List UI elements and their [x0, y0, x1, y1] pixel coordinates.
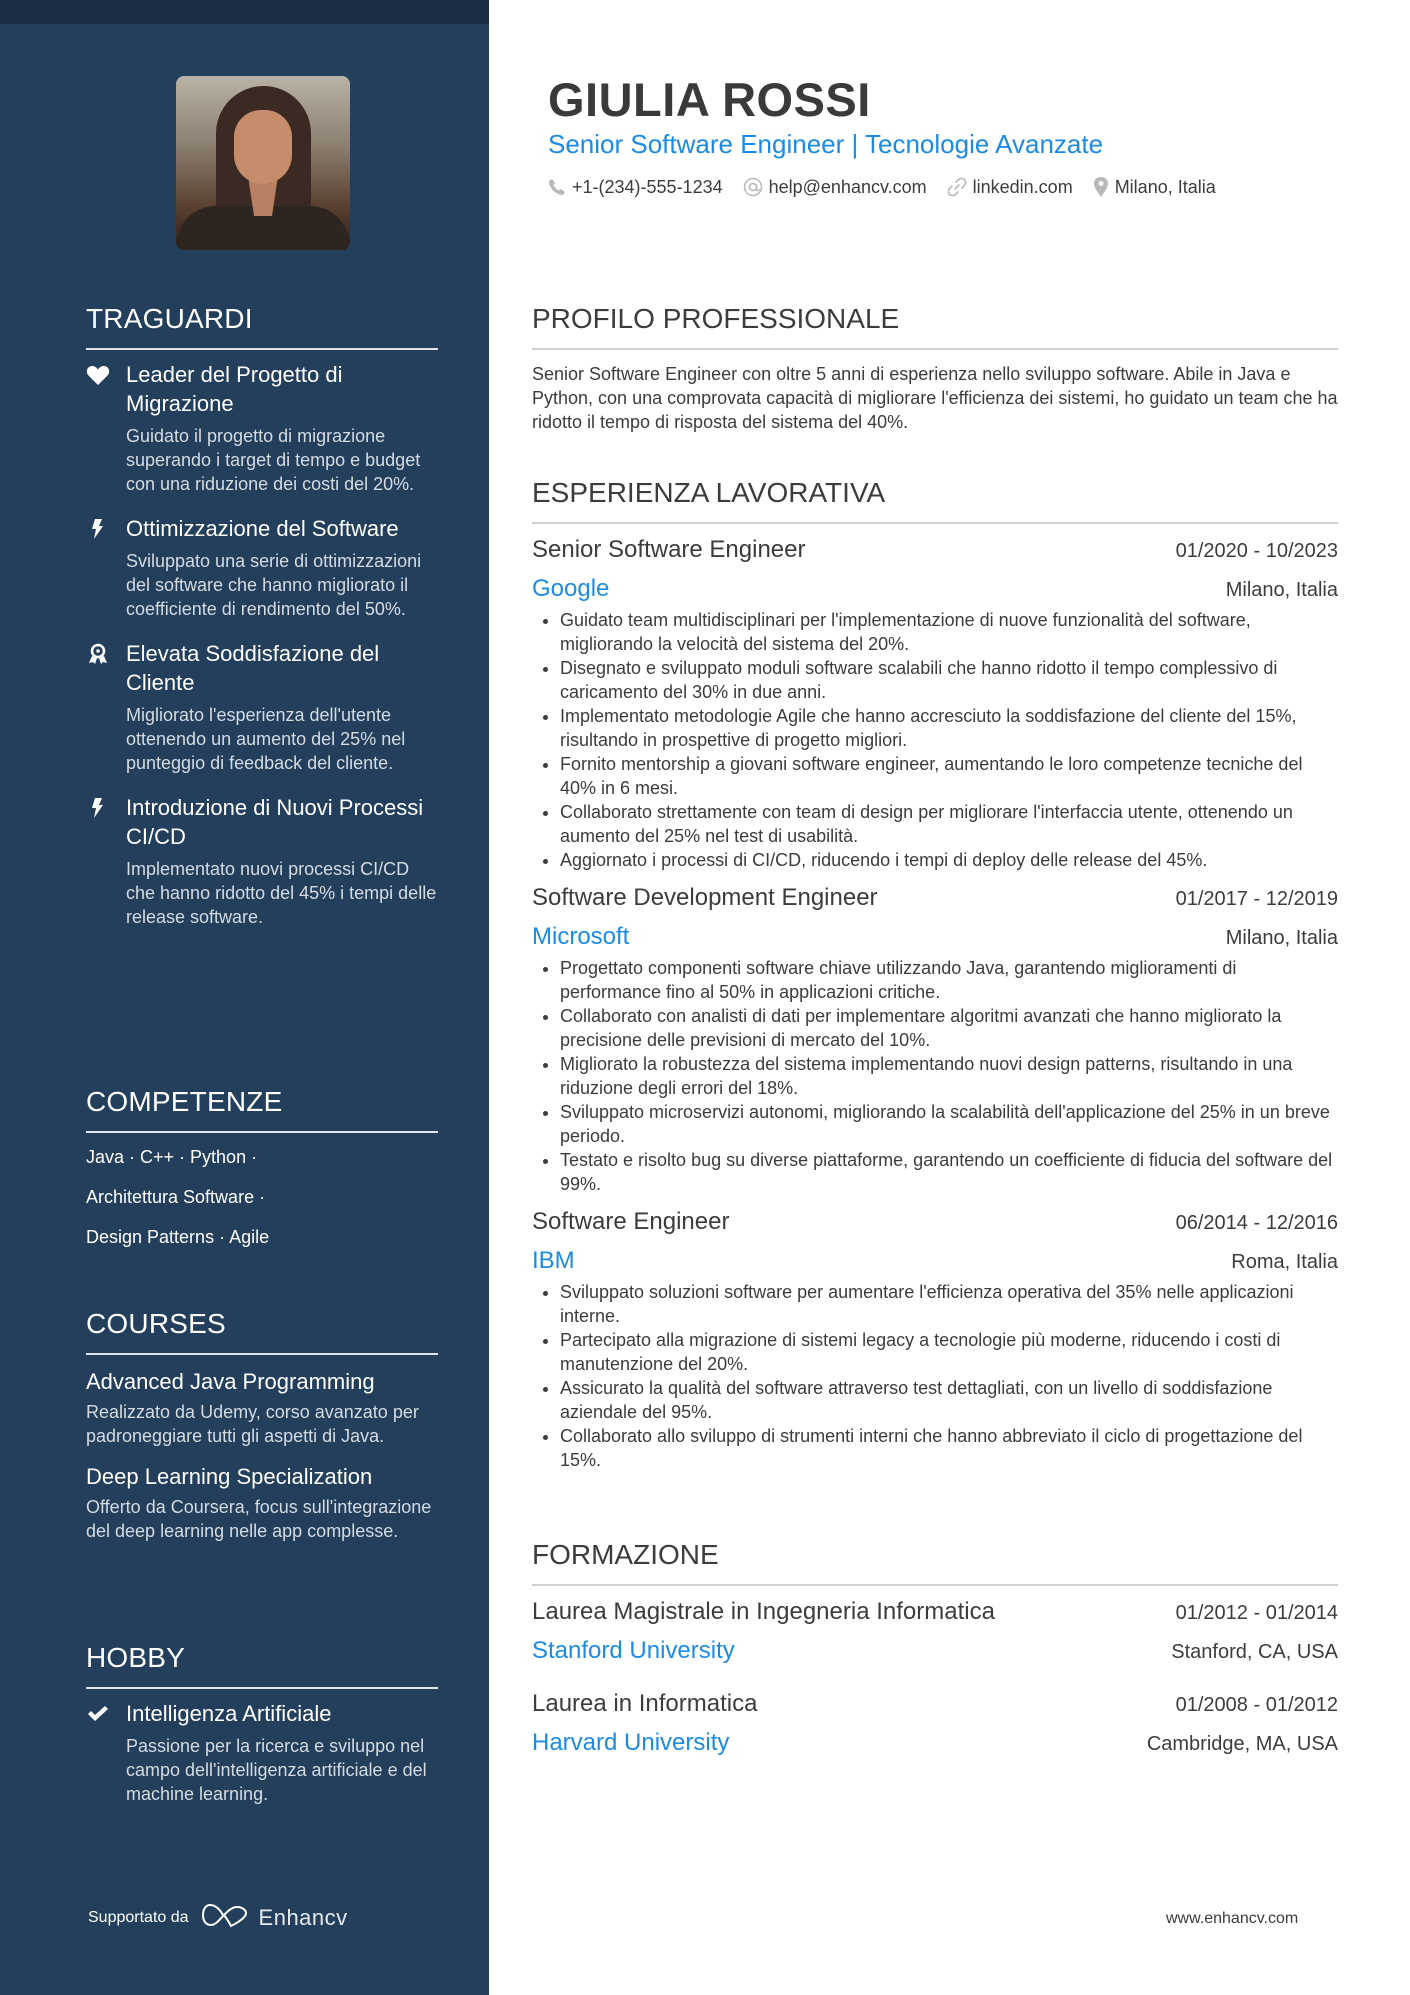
hobby-title: Intelligenza Artificiale — [126, 1701, 332, 1726]
bullet: • Partecipato alla migrazione di sistemi legacy a tecnologie più moderne, riducendo i costi di manutenzione del 20%. — [560, 1328, 1338, 1376]
company-name[interactable]: Microsoft — [532, 923, 630, 950]
job-title: Software Engineer — [532, 1208, 730, 1235]
hobby-description: Passione per la ricerca e sviluppo nel campo dell'intelligenza artificiale e del machine learning. — [126, 1736, 427, 1804]
courses-heading: COURSES — [86, 1308, 226, 1339]
skills-line: Design Patterns · Agile — [86, 1227, 270, 1247]
achievement-item — [86, 639, 438, 775]
bullet: • Migliorato la robustezza del sistema implementando nuovi design patterns, risultando in una riduzione degli errori del 18%. — [560, 1052, 1338, 1100]
divider — [86, 1687, 438, 1689]
skills-line: Java · C++ · Python · — [86, 1147, 258, 1167]
link-icon — [947, 177, 967, 197]
education-entry — [532, 1596, 1338, 1668]
contact-bar — [548, 176, 1236, 198]
profile-section — [532, 302, 1338, 434]
sidebar — [0, 0, 489, 1995]
education-heading: FORMAZIONE — [532, 1539, 719, 1570]
course-title: Advanced Java Programming — [86, 1369, 375, 1394]
enhancv-brand[interactable]: Enhancv — [258, 1904, 348, 1930]
school-name[interactable]: Stanford University — [532, 1637, 735, 1664]
experience-heading: ESPERIENZA LAVORATIVA — [532, 477, 886, 508]
achievement-title: Ottimizzazione del Software — [126, 516, 399, 541]
experience-section — [532, 476, 1338, 1472]
at-icon — [743, 177, 763, 197]
powered-by-label: Supportato da — [88, 1908, 189, 1926]
bullet: • Sviluppato soluzioni software per aumentare l'efficienza operativa del 35% nelle applicazioni interne. — [560, 1280, 1338, 1328]
contact-email[interactable]: help@enhancv.com — [743, 177, 927, 198]
hobby-section — [86, 1641, 438, 1806]
company-name[interactable]: Google — [532, 575, 610, 602]
divider — [532, 1584, 1338, 1586]
achievement-description: Implementato nuovi processi CI/CD che hanno ridotto del 45% i tempi delle release software. — [126, 859, 437, 927]
footer-url[interactable]: www.enhancv.com — [1166, 1910, 1299, 1927]
skills-heading: COMPETENZE — [86, 1086, 283, 1117]
achievement-description: Guidato il progetto di migrazione superando i target di tempo e budget con una riduzione dei costi del 20%. — [126, 426, 421, 494]
location-pin-icon — [1093, 176, 1109, 198]
bullet: • Collaborato allo sviluppo di strumenti interni che hanno abbreviato il ciclo di progettazione del 15%. — [560, 1424, 1338, 1472]
profile-photo — [176, 76, 350, 250]
job-bullets — [532, 1280, 1338, 1472]
enhancv-logo-icon — [201, 1902, 249, 1933]
degree: Laurea Magistrale in Ingegneria Informatica — [532, 1598, 995, 1625]
candidate-name: GIULIA ROSSI — [548, 73, 871, 126]
lightning-icon — [86, 797, 110, 819]
school-location: Stanford, CA, USA — [1171, 1641, 1338, 1663]
phone-icon — [548, 178, 566, 196]
job-dates: 01/2017 - 12/2019 — [1175, 888, 1338, 910]
achievement-item — [86, 793, 438, 929]
bullet: • Aggiornato i processi di CI/CD, riducendo i tempi di deploy delle release del 45%. — [560, 848, 1338, 872]
profile-heading: PROFILO PROFESSIONALE — [532, 303, 900, 334]
bullet: • Sviluppato microservizi autonomi, migliorando la scalabilità dell'applicazione del 25% in un breve periodo. — [560, 1100, 1338, 1148]
candidate-role: Senior Software Engineer | Tecnologie Avanzate — [548, 129, 1104, 159]
course-title: Deep Learning Specialization — [86, 1464, 373, 1489]
contact-location: Milano, Italia — [1093, 176, 1216, 198]
bullet: • Progettato componenti software chiave utilizzando Java, garantendo miglioramenti di performance fino al 50% in applicazioni critiche. — [560, 956, 1338, 1004]
achievement-description: Migliorato l'esperienza dell'utente ottenendo un aumento del 25% nel punteggio di feedback del cliente. — [126, 705, 406, 773]
bullet: • Disegnato e sviluppato moduli software scalabili che hanno ridotto il tempo complessivo di caricamento del 30% in due anni. — [560, 656, 1338, 704]
course-description: Offerto da Coursera, focus sull'integrazione del deep learning nelle app complesse. — [86, 1497, 432, 1541]
education-dates: 01/2012 - 01/2014 — [1175, 1602, 1338, 1624]
job-dates: 01/2020 - 10/2023 — [1175, 540, 1338, 562]
divider — [86, 1353, 438, 1355]
achievement-title: Introduzione di Nuovi Processi CI/CD — [126, 795, 424, 849]
achievement-description: Sviluppato una serie di ottimizzazioni del software che hanno migliorato il coefficiente di rendimento del 50%. — [126, 551, 422, 619]
job-entry — [532, 882, 1338, 1196]
divider — [532, 348, 1338, 350]
education-dates: 01/2008 - 01/2012 — [1175, 1694, 1338, 1716]
lightning-icon — [86, 518, 110, 540]
profile-summary: Senior Software Engineer con oltre 5 anni di esperienza nello sviluppo software. Abile in Java e Python, con una comprovata capacità di migliorare l'efficienza dei sistemi, ho guidato un team che ha ridotto il tempo di risposta del sistema del 40%. — [532, 364, 1338, 432]
bullet: • Collaborato strettamente con team di design per migliorare l'interfaccia utente, ottenendo un aumento del 25% nel test di usabilità. — [560, 800, 1338, 848]
achievement-item — [86, 360, 438, 496]
job-bullets — [532, 608, 1338, 872]
job-location: Milano, Italia — [1225, 927, 1338, 949]
heart-icon — [86, 364, 110, 386]
bullet: • Fornito mentorship a giovani software engineer, aumentando le loro competenze tecniche del 40% in 6 mesi. — [560, 752, 1338, 800]
bullet: • Testato e risolto bug su diverse piattaforme, garantendo un coefficiente di fiducia del software del 99%. — [560, 1148, 1338, 1196]
award-ribbon-icon — [86, 643, 110, 665]
job-entry — [532, 534, 1338, 872]
bullet: • Guidato team multidisciplinari per l'implementazione di nuove funzionalità del software, migliorando la velocità del sistema del 20%. — [560, 608, 1338, 656]
achievements-heading: TRAGUARDI — [86, 303, 253, 334]
job-title: Software Development Engineer — [532, 884, 878, 911]
education-entry — [532, 1688, 1338, 1760]
checkmark-icon — [86, 1703, 110, 1725]
divider — [86, 1131, 438, 1133]
job-location: Milano, Italia — [1225, 579, 1338, 601]
bullet: • Assicurato la qualità del software attraverso test dettagliati, con un livello di soddisfazione aziendale del 95%. — [560, 1376, 1338, 1424]
divider — [86, 348, 438, 350]
powered-by — [88, 1902, 348, 1933]
contact-linkedin[interactable]: linkedin.com — [947, 177, 1073, 198]
course-description: Realizzato da Udemy, corso avanzato per padroneggiare tutti gli aspetti di Java. — [86, 1402, 419, 1446]
skills-section — [86, 1085, 438, 1249]
skills-line: Architettura Software · — [86, 1187, 266, 1207]
achievement-title: Elevata Soddisfazione del Cliente — [126, 641, 380, 695]
divider — [532, 522, 1338, 524]
degree: Laurea in Informatica — [532, 1690, 758, 1717]
achievements-section — [86, 302, 438, 929]
achievement-title: Leader del Progetto di Migrazione — [126, 362, 343, 416]
hobby-item — [86, 1699, 438, 1806]
hobby-heading: HOBBY — [86, 1642, 186, 1673]
school-name[interactable]: Harvard University — [532, 1729, 730, 1756]
job-location: Roma, Italia — [1231, 1251, 1338, 1273]
bullet: • Collaborato con analisti di dati per implementare algoritmi avanzati che hanno migliorato la precisione delle previsioni di mercato del 10%. — [560, 1004, 1338, 1052]
sidebar-top-bar — [0, 0, 489, 24]
job-entry — [532, 1206, 1338, 1472]
contact-phone[interactable]: +1-(234)-555-1234 — [548, 177, 723, 198]
job-title: Senior Software Engineer — [532, 536, 806, 563]
courses-section — [86, 1307, 438, 1543]
job-dates: 06/2014 - 12/2016 — [1175, 1212, 1338, 1234]
school-location: Cambridge, MA, USA — [1146, 1733, 1338, 1755]
achievement-item — [86, 514, 438, 621]
job-bullets — [532, 956, 1338, 1196]
company-name[interactable]: IBM — [532, 1247, 575, 1274]
bullet: • Implementato metodologie Agile che hanno accresciuto la soddisfazione del cliente del 15%, risultando in prospettive di progetto migliori. — [560, 704, 1338, 752]
education-section — [532, 1538, 1338, 1760]
